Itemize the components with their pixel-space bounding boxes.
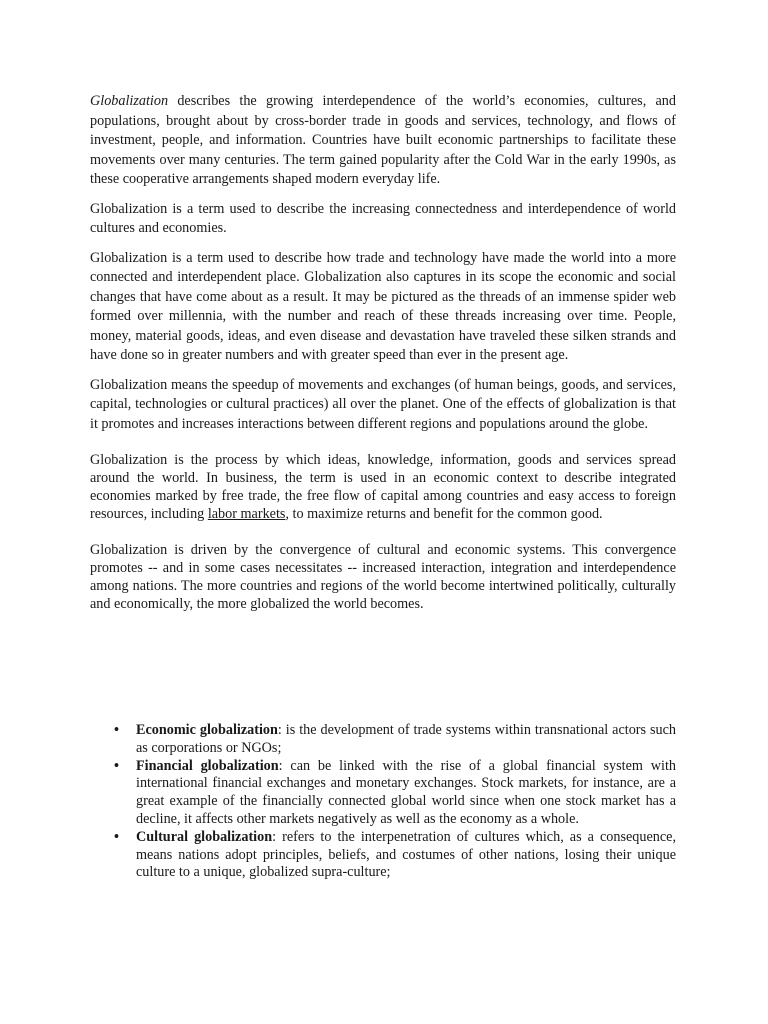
list-item-text: : can be linked with the rise of a global financial system with international financial exchanges and monetary exchanges. Stock markets, for instance, are a great example of the financially connected global world since when one stock market has a decline, it affects other markets negatively as well as the economy as a whole. <box>136 757 676 827</box>
paragraph-text: Globalization is a term used to describe how trade and technology have made the world into a more connected and interdependent place. Globalization also captures in its scope the economic and social changes that have come about as a result. It may be pictured as the threads of an immense spider web formed over millennia, with the number and reach of these threads increasing over time. People, money, material goods, ideas, and even disease and devastation have traveled these silken strands and have done so in greater numbers and with greater speed than ever in the present age. <box>90 249 676 363</box>
list-item-text: : refers to the interpenetration of cultures which, as a consequence, means nations adopt principles, beliefs, and costumes of other nations, losing their unique culture to a unique, globalized supra-culture; <box>136 828 676 881</box>
paragraph-lead-term: Globalization <box>90 93 169 109</box>
list-item-term: Economic globalization <box>136 722 278 738</box>
paragraph-text: , to maximize returns and benefit for the common good. <box>285 506 603 522</box>
list-item <box>90 829 676 882</box>
bullet-icon: • <box>114 757 119 774</box>
list-item <box>90 722 676 758</box>
paragraph-text: describes the growing interdependence of the world’s economies, cultures, and populations, brought about by cross-border trade in goods and services, technology, and flows of investment, people, and information. Countries have built economic partnerships to facilitate these movements over many centuries. The term gained popularity after the Cold War in the early 1990s, as these cooperative arrangements shaped modern everyday life. <box>90 93 676 187</box>
paragraph-definition-2 <box>90 200 676 239</box>
paragraph-text: Globalization is a term used to describe the increasing connectedness and interdependence of world cultures and economies. <box>90 200 676 236</box>
list-item <box>90 758 676 829</box>
paragraph-text: Globalization means the speedup of movements and exchanges (of human beings, goods, and services, capital, technologies or cultural practices) all over the planet. One of the effects of globalization is that it promotes and increases interactions between different regions and populations around the globe. <box>90 376 676 432</box>
list-item-term: Financial globalization <box>136 757 279 774</box>
paragraph-definition-3 <box>90 249 676 366</box>
paragraph-text: Globalization is driven by the convergence of cultural and economic systems. This convergence promotes -- and in some cases necessitates -- increased interaction, integration and interdependence among nations. The more countries and regions of the world become intertwined politically, culturally and economically, the more globalized the world becomes. <box>90 542 676 612</box>
document-body <box>90 92 676 613</box>
paragraph-text: Globalization is the process by which ideas, knowledge, information, goods and services spread around the world. In business, the term is used in an economic context to describe integrated economies marked by free trade, the free flow of capital among countries and easy access to foreign resources, including <box>90 452 676 522</box>
paragraph-definition-1 <box>90 92 676 190</box>
bullet-icon: • <box>114 828 119 845</box>
list-item-text: : is the development of trade systems within transnational actors such as corporations or NGOs; <box>136 722 676 756</box>
labor-markets-link[interactable]: labor markets <box>207 506 286 522</box>
paragraph-definition-6 <box>90 541 676 613</box>
paragraph-definition-4 <box>90 376 676 435</box>
bullet-icon: • <box>114 722 119 738</box>
paragraph-definition-5 <box>90 451 676 523</box>
list-item-term: Cultural globalization <box>136 828 273 845</box>
globalization-types-list <box>90 722 676 882</box>
